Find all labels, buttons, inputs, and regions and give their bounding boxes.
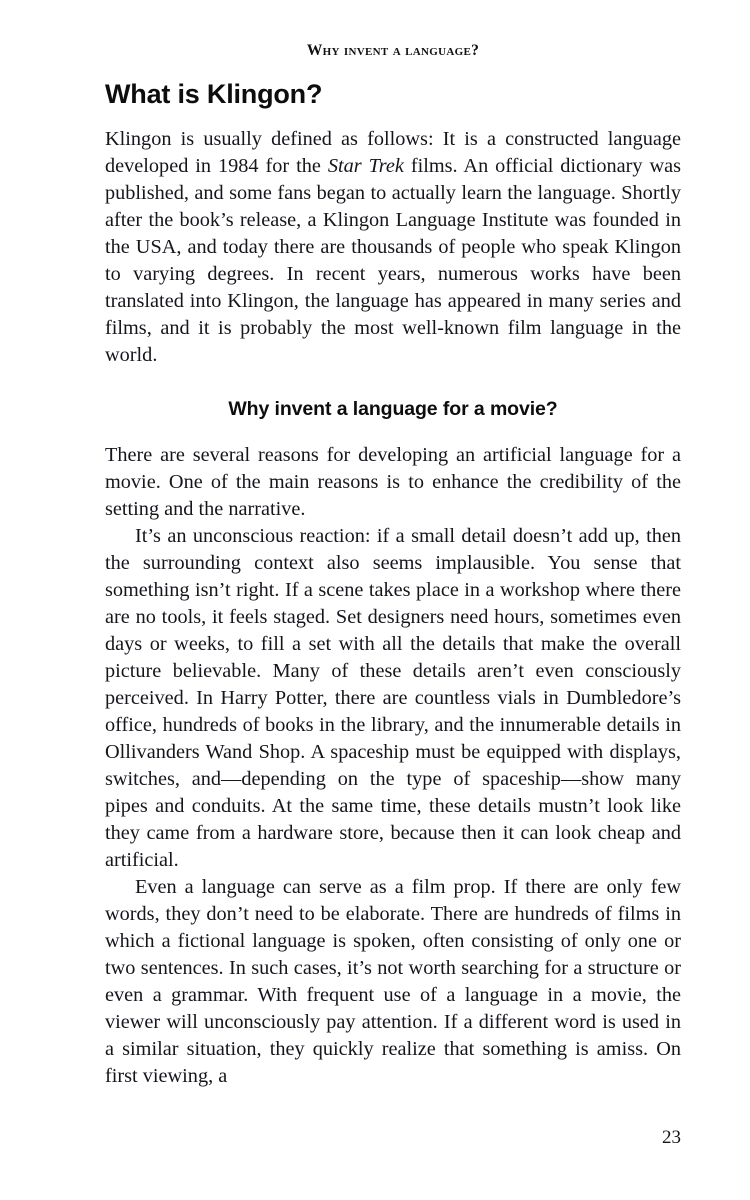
page-number: 23	[662, 1127, 681, 1148]
section-subheading: Why invent a language for a movie?	[228, 398, 558, 421]
paragraph-text-lead: Klingon is usually defined as follows: It is a constructed language developed in 1984 for the	[105, 128, 681, 178]
paragraph-unconscious-reaction: It’s an unconscious reaction: if a small detail doesn’t add up, then the surrounding context also seems implausible. You sense that something isn’t right. If a scene takes place in a workshop where there are no tools, it feels staged. Set designers need hours, sometimes even days or weeks, to fill a set with all the details that make the overall picture believable. Many of these details aren’t even consciously perceived. In Harry Potter, there are countless vials in Dumbledore’s office, hundreds of books in the library, and the innumerable details in Ollivanders Wand Shop. A spaceship must be equipped with displays, switches, and—depending on the type of spaceship—show many pipes and conduits. At the same time, these details mustn’t look like they came from a hardware store, because then it can look cheap and artificial.	[105, 524, 681, 871]
paragraph-definition	[105, 126, 681, 369]
work-title-star-trek: Star Trek	[327, 155, 404, 178]
page-title: What is Klingon?	[105, 79, 323, 110]
paragraph-film-prop: Even a language can serve as a film prop. If there are only few words, they don’t need to be elaborate. There are hundreds of films in which a fictional language is spoken, often consisting of only one or two sentences. In such cases, it’s not worth searching for a structure or even a grammar. With frequent use of a language in a movie, the viewer will unconsciously pay attention. If a different word is used in a similar situation, they quickly realize that something is amiss. On first viewing, a	[105, 875, 681, 1087]
running-head: Why invent a language?	[306, 42, 480, 59]
text-column	[105, 0, 681, 1090]
paragraph-text-tail: films. An official dictionary was published, and some fans began to actually learn the language. Shortly after the book’s release, a Klingon Language Institute was founded in the USA, and today there are thousands of people who speak Klingon to varying degrees. In recent years, numerous works have been translated into Klingon, the language has appeared in many series and films, and it is probably the most well-known film language in the world.	[105, 155, 681, 367]
paragraph-reasons: There are several reasons for developing an artificial language for a movie. One of the main reasons is to enhance the credibility of the setting and the narrative.	[105, 443, 681, 520]
